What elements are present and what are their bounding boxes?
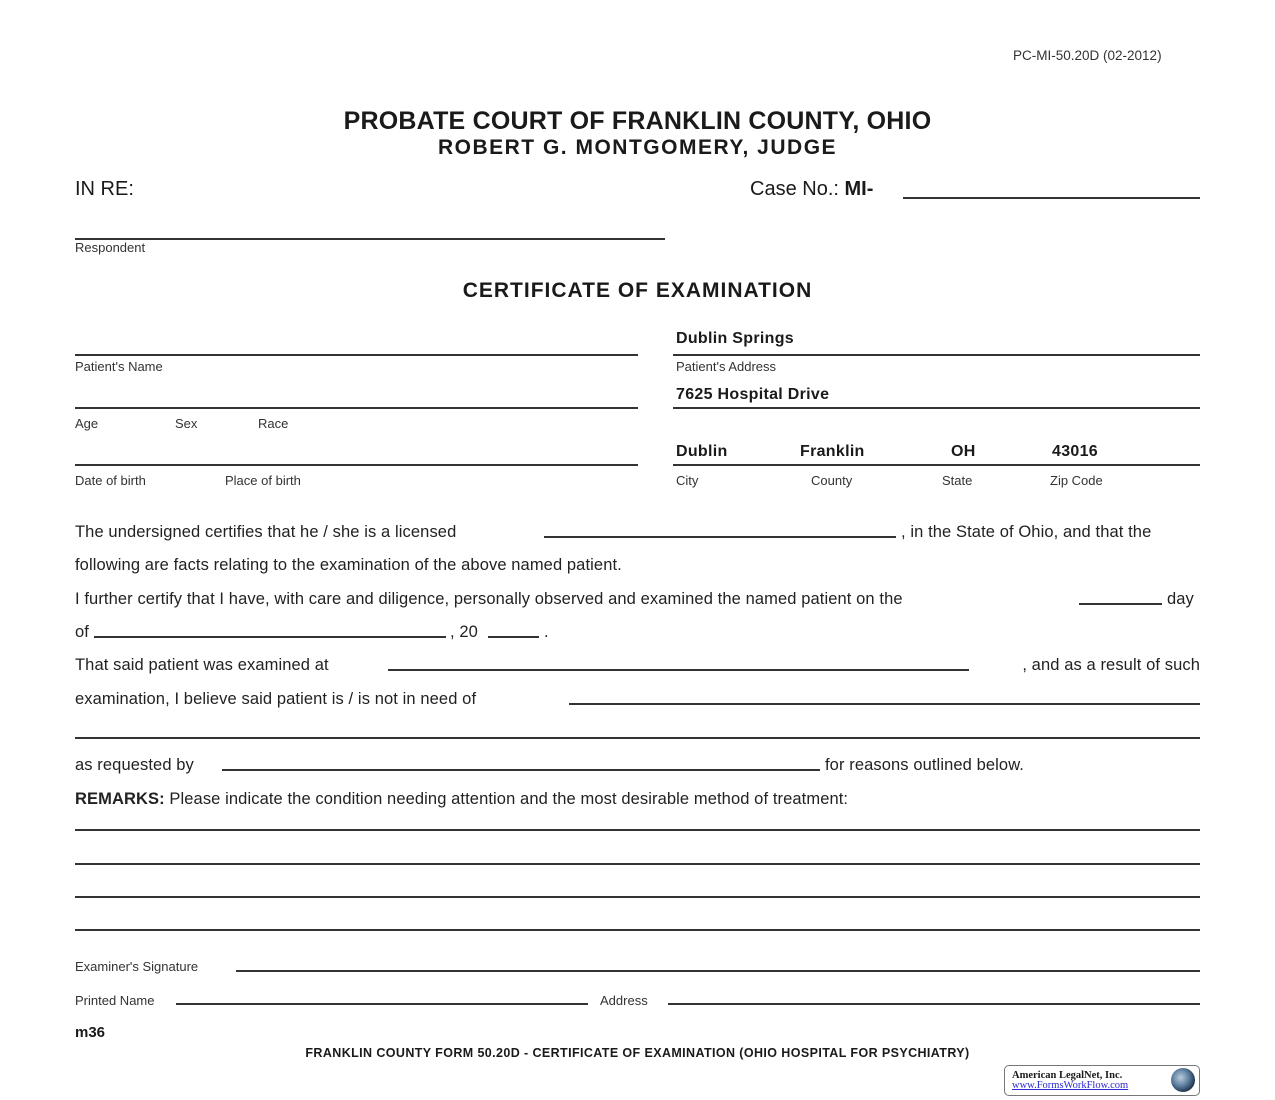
zip-value[interactable]: 43016 [1052,443,1098,460]
address-value[interactable]: 7625 Hospital Drive [676,386,830,403]
birth-field[interactable] [75,464,638,466]
respondent-label: Respondent [75,240,146,255]
exam-year-field[interactable] [488,636,539,638]
certify-text-2e: . [544,623,549,641]
printed-name-label: Printed Name [75,993,155,1008]
need-of-field[interactable] [569,703,1200,705]
certify-text-1b: , in the State of Ohio, and that the [901,523,1152,541]
judge-name: ROBERT G. MONTGOMERY, JUDGE [437,136,838,159]
city-value[interactable]: Dublin [676,443,728,460]
examiner-signature-label: Examiner's Signature [75,959,199,974]
facility-underline [673,354,1200,356]
requested-by-field[interactable] [222,769,820,771]
certify-text-3b: , and as a result of such [1022,656,1200,674]
patient-name-field[interactable] [75,354,638,356]
sex-label: Sex [175,416,198,431]
state-label: State [942,473,973,488]
remarks-line-4[interactable] [75,929,1200,931]
examiner-signature-field[interactable] [236,970,1200,972]
age-sex-race-field[interactable] [75,407,638,409]
city-underline [673,464,1200,466]
examiner-address-label: Address [600,993,648,1008]
certify-text-4a: as requested by [75,756,194,774]
globe-icon [1171,1068,1195,1092]
examiner-address-field[interactable] [668,1003,1200,1005]
court-title: PROBATE COURT OF FRANKLIN COUNTY, OHIO [343,107,932,135]
case-no-text: Case No.: [750,178,839,200]
respondent-field[interactable] [75,238,665,240]
remarks-line-1[interactable] [75,829,1200,831]
address-underline [673,407,1200,409]
certify-text-2b: day [1167,590,1194,608]
pob-label: Place of birth [225,473,301,488]
exam-day-field[interactable] [1079,603,1162,605]
form-code: PC-MI-50.20D (02-2012) [1013,48,1162,63]
patient-name-label: Patient's Name [75,359,163,374]
printed-name-field[interactable] [176,1003,588,1005]
license-type-field[interactable] [544,536,896,538]
american-legalnet-logo[interactable] [1004,1065,1200,1096]
remarks-line-3[interactable] [75,896,1200,898]
footer-code: m36 [75,1024,106,1041]
need-of-field-2[interactable] [75,737,1200,739]
remarks-line-2[interactable] [75,863,1200,865]
age-label: Age [75,416,99,431]
certify-text-2c: of [75,623,89,641]
state-value[interactable]: OH [951,443,976,460]
exam-location-field[interactable] [388,669,969,671]
certify-text-4b: for reasons outlined below. [825,756,1024,774]
race-label: Race [258,416,289,431]
remarks-label: REMARKS: [75,790,165,808]
patient-address-label: Patient's Address [676,359,777,374]
document-title: CERTIFICATE OF EXAMINATION [462,279,813,302]
case-no-field[interactable] [903,197,1200,199]
certify-text-3a: That said patient was examined at [75,656,329,674]
footer-form-title: FRANKLIN COUNTY FORM 50.20D - CERTIFICATE OF EXAMINATION (OHIO HOSPITAL FOR PSYCHIATRY) [305,1046,970,1060]
facility-value[interactable]: Dublin Springs [676,330,794,347]
certify-text-1a: The undersigned certifies that he / she is a licensed [75,523,457,541]
certify-text-2a: I further certify that I have, with care and diligence, personally observed and examined the named patient on the [75,590,903,608]
in-re-label: IN RE: [75,178,134,200]
certify-text-2d: , 20 [450,623,478,641]
county-value[interactable]: Franklin [800,443,865,460]
dob-label: Date of birth [75,473,146,488]
county-label: County [811,473,853,488]
exam-month-field[interactable] [94,636,446,638]
certify-text-1c: following are facts relating to the examination of the above named patient. [75,556,622,574]
logo-company: American LegalNet, Inc. [1012,1070,1123,1081]
remarks-heading [75,790,848,809]
certify-text-3c: examination, I believe said patient is / is not in need of [75,690,477,708]
logo-url-link[interactable]: www.FormsWorkFlow.com [1012,1080,1129,1091]
case-no-label [750,178,873,201]
case-no-prefix: MI- [844,178,874,200]
zip-label: Zip Code [1050,473,1103,488]
city-label: City [676,473,699,488]
remarks-instructions: Please indicate the condition needing attention and the most desirable method of treatment: [169,790,849,808]
